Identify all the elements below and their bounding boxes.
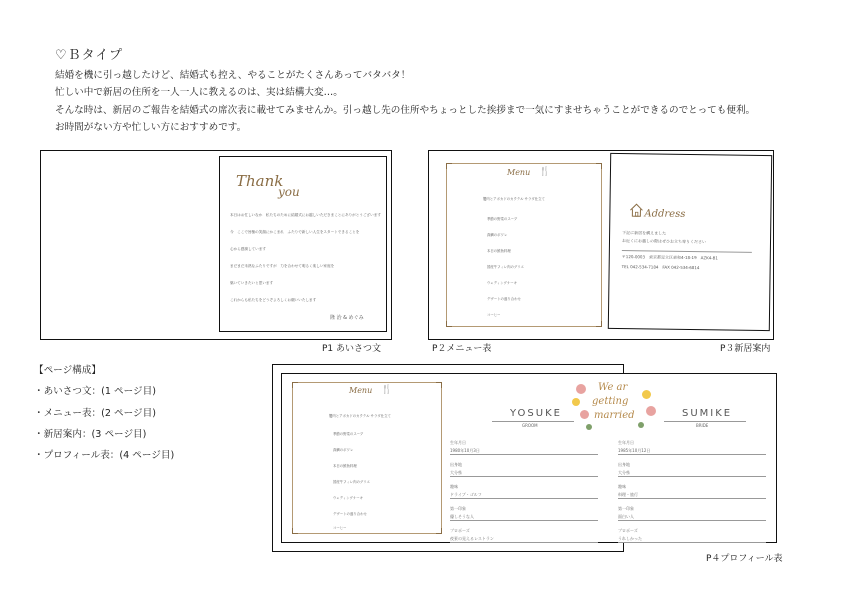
intro-line: そんな時は、新居のご報告を結婚式の席次表に載せてみませんか。引っ越し先の住所やちょっとした挨拶まで一気にすませちゃうことができるのでとっても便利。 (55, 104, 756, 116)
menu-item: 本日の鮮魚料理 (487, 249, 511, 253)
structure-item: ・新居案内：(3 ページ目) (34, 428, 147, 440)
address-line: お近くにお越しの際はぜひお立ち寄りください (621, 238, 707, 245)
intro-text (55, 67, 815, 136)
menu-item: コーヒー (333, 526, 347, 530)
profile-label: 第一印象 (450, 506, 466, 511)
menu-item: 国産牛フィレ肉のグリエ (333, 480, 370, 484)
address-line: 〒120-0003 東京都足立区東和4-18-19 AZK4-B1 (621, 254, 718, 261)
menu-title: Menu (507, 168, 531, 177)
structure-item: ・メニュー表：(2 ページ目) (34, 407, 156, 419)
panel-p1 (40, 150, 392, 340)
address-line: 下記に新居を構えました (622, 230, 667, 236)
groom-name: YOSUKE (510, 408, 562, 419)
profile-value: 1980年10月3日 (450, 448, 480, 453)
profile-value: 大分県 (618, 470, 630, 475)
profile-value: 1985年10月12日 (618, 448, 651, 453)
profile-value: ドライブ・ゴルフ (450, 492, 482, 497)
profile-label: 出身地 (618, 462, 630, 467)
profile-value: 料理・旅行 (618, 492, 638, 497)
signature: 隆 治 & めぐみ (330, 315, 364, 321)
greeting-line: まだまだ未熟なふたりですが 力を合わせて明るく楽しい家庭を (230, 264, 335, 268)
profile-card (281, 373, 777, 543)
profile-value: 面白い人 (618, 514, 634, 519)
menu-card (446, 163, 602, 327)
profile-label: プロポーズ (618, 528, 638, 533)
menu-item: コーヒー (487, 313, 501, 317)
center-text-2: getting (592, 396, 629, 407)
menu-item: 真鯛のポワレ (333, 448, 354, 452)
menu-item: 真鯛のポワレ (487, 233, 508, 237)
menu-item: 蟹肉とアボカドのカクテル サラダ仕立て (483, 197, 545, 201)
you-title: you (278, 185, 300, 199)
structure-title: 【ページ構成】 (34, 365, 101, 376)
thank-title: Thank (236, 172, 284, 190)
page-structure (34, 360, 174, 466)
profile-label: 趣味 (618, 484, 626, 489)
caption-p3: P３新居案内 (720, 344, 771, 354)
greeting-line: 今 ここで皆様の笑顔にかこまれ ふたりで新しい人生をスタートできることを (230, 230, 360, 234)
profile-label: 出身地 (450, 462, 462, 467)
greeting-line: これからも私たちをどうぞよろしくお願いいたします (230, 298, 317, 302)
groom-role: GROOM (522, 423, 538, 428)
menu-item: デザートの盛り合わせ (333, 512, 367, 516)
structure-item: ・プロフィール表：(4 ページ目) (34, 450, 175, 462)
caption-p1: P1 あいさつ文 (322, 344, 382, 354)
profile-value: 大分県 (450, 470, 462, 475)
intro-line: お時間がない方や忙しい方におすすめです。 (55, 121, 247, 133)
menu-item: デザートの盛り合わせ (487, 297, 521, 301)
menu-item: 季節の野菜のスープ (487, 217, 518, 221)
menu-item: 季節の野菜のスープ (333, 432, 364, 436)
profile-value: 夜景の見えるレストラン (450, 536, 494, 541)
menu-item: 本日の鮮魚料理 (333, 464, 357, 468)
caption-p2: P２メニュー表 (432, 344, 492, 354)
profile-value: 優しそうな人 (450, 514, 474, 519)
menu-item: ウェディングケーキ (487, 281, 518, 285)
greeting-line: 築いていきたいと思います (230, 281, 274, 285)
intro-line: 忙しい中で新居の住所を一人一人に教えるのは、実は結構大変…。 (55, 87, 343, 99)
bride-name: SUMIKE (682, 408, 733, 419)
profile-label: 第一印象 (618, 506, 634, 511)
greeting-line: 心から感謝しています (230, 247, 266, 251)
address-card (608, 153, 772, 331)
intro-line: 結婚を機に引っ越したけど、結婚式も控え、やることがたくさんあってバタバタ！ (55, 70, 411, 81)
menu-item: ウェディングケーキ (333, 496, 364, 500)
address-line: TEL 042-534-7184 FAX 042-534-6814 (621, 264, 700, 271)
house-icon (628, 202, 642, 216)
menu-title: Menu (349, 386, 373, 395)
profile-value: うれしかった (618, 536, 642, 541)
address-title: Address (644, 208, 686, 220)
caption-p4: P４プロフィール表 (706, 554, 783, 564)
greeting-card (219, 156, 387, 332)
bride-role: BRIDE (696, 423, 709, 428)
cutlery-icon: 🍴 (539, 167, 551, 177)
profile-label: 生年月日 (450, 440, 466, 445)
panel-p2-p3 (428, 150, 774, 340)
greeting-line: 本日はお忙しいなか 私たちのために結婚式にお越しいただきまことにありがとうございます (230, 213, 381, 217)
menu-item: 国産牛フィレ肉のグリエ (487, 265, 524, 269)
center-text-1: We ar (598, 382, 628, 393)
structure-item: ・あいさつ文：(1 ページ目) (34, 386, 156, 398)
profile-label: 趣味 (450, 484, 458, 489)
profile-label: 生年月日 (618, 440, 634, 445)
center-text-3: married (594, 410, 635, 421)
menu-item: 蟹肉とアボカドのカクテル サラダ仕立て (329, 414, 391, 418)
profile-menu (292, 382, 442, 534)
cutlery-icon: 🍴 (381, 385, 393, 395)
page-title: ♡Ｂタイプ (55, 48, 124, 63)
profile-label: プロポーズ (450, 528, 470, 533)
